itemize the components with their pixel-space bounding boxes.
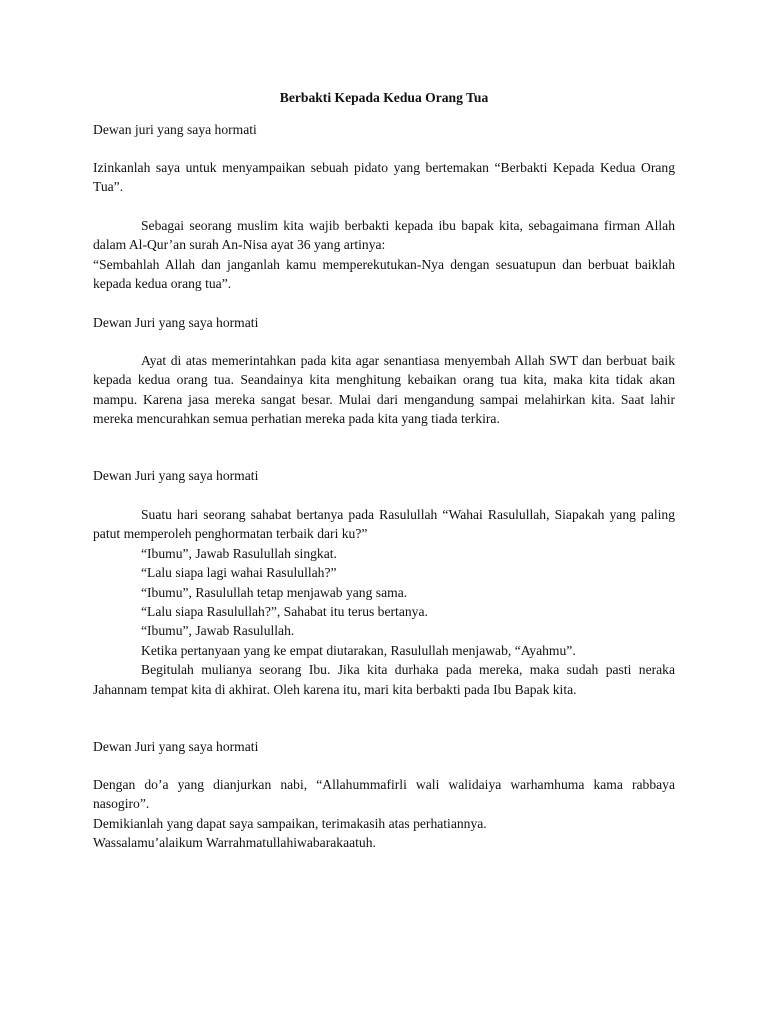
paragraph-4-text: Begitulah mulianya seorang Ibu. Jika kita durhaka pada mereka, maka sudah pasti neraka Jahannam tempat kita di akhirat. Oleh karena itu, mari kita berbakti pada Ibu Bapak kita. xyxy=(93,662,675,697)
quote-text: “Sembahlah Allah dan janganlah kamu memperekutukan-Nya dengan sesuatupun dan berbuat baiklah kepada kedua orang tua”. xyxy=(93,256,675,292)
paragraph-3 xyxy=(93,505,675,699)
closing-section xyxy=(93,775,675,853)
dialog-line: Ketika pertanyaan yang ke empat diutarakan, Rasulullah menjawab, “Ayahmu”. xyxy=(141,642,576,658)
greeting-1 xyxy=(93,120,675,139)
paragraph-1-text: Sebagai seorang muslim kita wajib berbakti kepada ibu bapak kita, sebagaimana firman Allah dalam Al-Qur’an surah An-Nisa ayat 36 yang artinya: xyxy=(93,218,675,253)
dialog-line: “Ibumu”, Jawab Rasulullah singkat. xyxy=(141,545,337,561)
intro-paragraph xyxy=(93,158,675,197)
paragraph-1 xyxy=(93,216,675,294)
intro-text: Izinkanlah saya untuk menyampaikan sebuah pidato yang bertemakan “Berbakti Kepada Kedua Orang Tua”. xyxy=(93,160,675,195)
paragraph-3-text: Suatu hari seorang sahabat bertanya pada Rasulullah “Wahai Rasulullah, Siapakah yang paling patut memperoleh penghormatan terbaik dari ku?” xyxy=(93,507,675,542)
paragraph-2 xyxy=(93,351,675,429)
greeting-text: Dewan Juri yang saya hormati xyxy=(93,315,259,330)
greeting-2 xyxy=(93,313,675,332)
document-title: Berbakti Kepada Kedua Orang Tua xyxy=(279,90,489,105)
greeting-text: Dewan juri yang saya hormati xyxy=(93,122,257,137)
dialog-line: “Lalu siapa Rasulullah?”, Sahabat itu terus bertanya. xyxy=(141,604,428,620)
paragraph-2-text: Ayat di atas memerintahkan pada kita agar senantiasa menyembah Allah SWT dan berbuat baik kepada kedua orang tua. Seandainya kita menghitung kebaikan orang tua kita, maka kita tidak akan mampu. Karena jasa mereka sangat besar. Mulai dari mengandung sampai melahirkan kita. Saat lahir mereka mencurahkan semua perhatian mereka pada kita yang tiada terkira. xyxy=(93,353,675,427)
dialog-line: “Ibumu”, Rasulullah tetap menjawab yang sama. xyxy=(141,584,408,600)
salutation-text: Wassalamu’alaikum Warrahmatullahiwabarakaatuh. xyxy=(93,835,376,851)
greeting-text: Dewan Juri yang saya hormati xyxy=(93,739,259,754)
greeting-4 xyxy=(93,737,675,756)
closing-text: Demikianlah yang dapat saya sampaikan, terimakasih atas perhatiannya. xyxy=(93,815,487,831)
dialog-line: “Lalu siapa lagi wahai Rasulullah?” xyxy=(141,565,337,581)
prayer-text: Dengan do’a yang dianjurkan nabi, “Allahummafirli wali walidaiya warhamhuma kama rabbaya nasogiro”. xyxy=(93,777,675,812)
dialog-line: “Ibumu”, Jawab Rasulullah. xyxy=(141,623,295,639)
greeting-3 xyxy=(93,466,675,485)
greeting-text: Dewan Juri yang saya hormati xyxy=(93,468,259,483)
